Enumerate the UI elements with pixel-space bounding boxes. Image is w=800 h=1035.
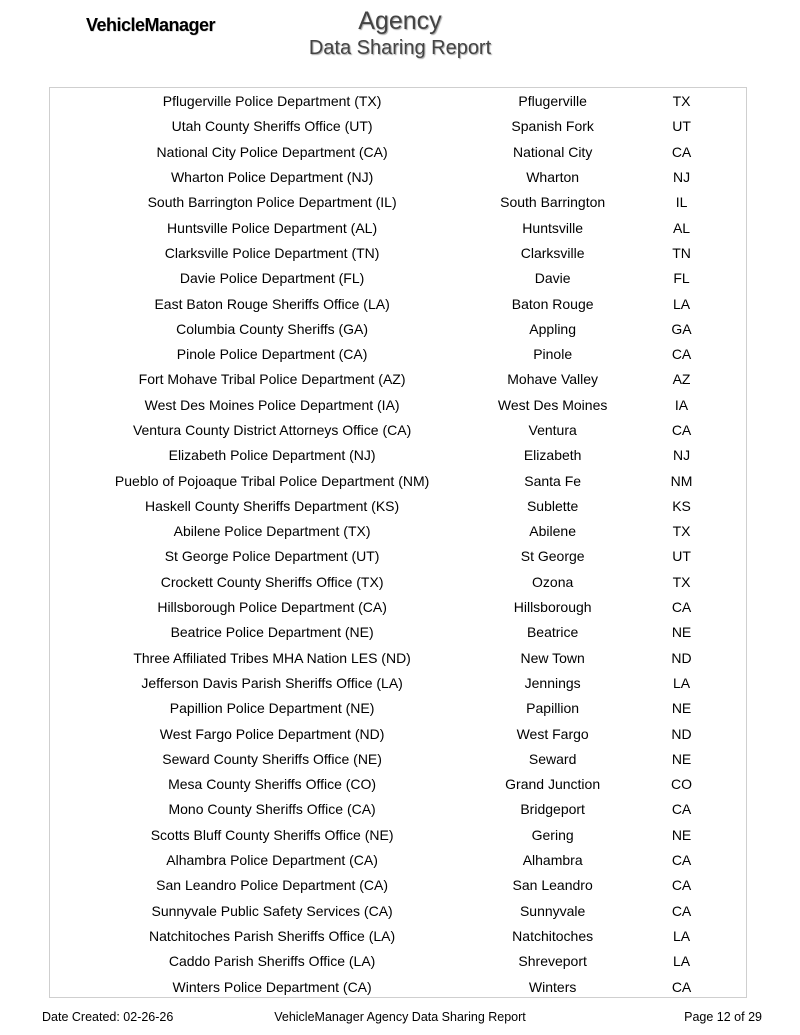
table-row	[50, 392, 746, 417]
city-cell: Alhambra	[522, 852, 583, 869]
city-cell: Elizabeth	[523, 447, 582, 464]
city-cell: San Leandro	[512, 877, 593, 894]
table-row	[50, 822, 746, 847]
agency-table	[49, 87, 747, 998]
agency-name-cell: Elizabeth Police Department (NJ)	[168, 447, 376, 464]
agency-name-cell: Davie Police Department (FL)	[179, 270, 365, 287]
table-row	[50, 341, 746, 366]
city-cell: Huntsville	[522, 219, 583, 236]
agency-name-cell: Beatrice Police Department (NE)	[170, 624, 374, 641]
agency-name-cell: Clarksville Police Department (TN)	[164, 244, 380, 261]
city-cell: New Town	[520, 649, 585, 666]
table-row	[50, 949, 746, 974]
table-row	[50, 266, 746, 291]
agency-name-cell: Utah County Sheriffs Office (UT)	[171, 118, 373, 135]
state-cell: TX	[672, 573, 691, 590]
table-row	[50, 164, 746, 189]
state-cell: TX	[672, 523, 691, 540]
state-cell: LA	[672, 295, 691, 312]
table-row	[50, 240, 746, 265]
state-cell: CO	[671, 776, 693, 793]
table-row	[50, 923, 746, 948]
agency-name-cell: Haskell County Sheriffs Department (KS)	[145, 497, 400, 514]
agency-name-cell: Huntsville Police Department (AL)	[167, 219, 378, 236]
city-cell: Mohave Valley	[507, 371, 599, 388]
agency-name-cell: West Fargo Police Department (ND)	[159, 725, 385, 742]
table-row	[50, 493, 746, 518]
table-row	[50, 468, 746, 493]
state-cell: NJ	[672, 447, 691, 464]
state-cell: IL	[675, 194, 688, 211]
footer-report-name: VehicleManager Agency Data Sharing Report	[274, 1010, 526, 1024]
state-cell: NE	[671, 624, 692, 641]
table-row	[50, 620, 746, 645]
state-cell: ND	[671, 649, 692, 666]
table-row	[50, 544, 746, 569]
state-cell: NJ	[672, 169, 691, 186]
city-cell: St George	[520, 548, 585, 565]
state-cell: CA	[671, 143, 692, 160]
state-cell: CA	[671, 852, 692, 869]
agency-name-cell: Pflugerville Police Department (TX)	[162, 93, 382, 110]
city-cell: Abilene	[529, 523, 576, 540]
state-cell: NM	[670, 472, 693, 489]
city-cell: Hillsborough	[513, 599, 592, 616]
table-row	[50, 594, 746, 619]
state-cell: NE	[671, 826, 692, 843]
agency-name-cell: Caddo Parish Sheriffs Office (LA)	[168, 953, 376, 970]
agency-table-body	[50, 89, 746, 1000]
state-cell: NE	[671, 750, 692, 767]
agency-name-cell: East Baton Rouge Sheriffs Office (LA)	[154, 295, 390, 312]
city-cell: Seward	[528, 750, 577, 767]
report-title	[250, 6, 550, 60]
city-cell: National City	[512, 143, 593, 160]
state-cell: TX	[672, 93, 691, 110]
agency-name-cell: Sunnyvale Public Safety Services (CA)	[151, 902, 393, 919]
table-row	[50, 190, 746, 215]
table-row	[50, 847, 746, 872]
state-cell: KS	[672, 497, 691, 514]
agency-name-cell: Crockett County Sheriffs Office (TX)	[160, 573, 384, 590]
city-cell: Santa Fe	[524, 472, 582, 489]
table-row	[50, 746, 746, 771]
state-cell: CA	[671, 801, 692, 818]
city-cell: Natchitoches	[512, 927, 594, 944]
table-row	[50, 670, 746, 695]
city-cell: Sublette	[526, 497, 579, 514]
table-row	[50, 114, 746, 139]
table-row	[50, 417, 746, 442]
city-cell: Shreveport	[518, 953, 587, 970]
table-row	[50, 569, 746, 594]
agency-name-cell: Abilene Police Department (TX)	[173, 523, 371, 540]
city-cell: Grand Junction	[505, 776, 601, 793]
table-row	[50, 974, 746, 999]
state-cell: ND	[671, 725, 692, 742]
city-cell: Spanish Fork	[511, 118, 594, 135]
agency-name-cell: Alhambra Police Department (CA)	[166, 852, 378, 869]
agency-name-cell: National City Police Department (CA)	[156, 143, 388, 160]
state-cell: LA	[672, 953, 691, 970]
table-row	[50, 696, 746, 721]
table-row	[50, 139, 746, 164]
city-cell: Beatrice	[526, 624, 579, 641]
table-row	[50, 898, 746, 923]
agency-name-cell: Mono County Sheriffs Office (CA)	[168, 801, 376, 818]
city-cell: Davie	[534, 270, 571, 287]
city-cell: Papillion	[526, 700, 580, 717]
table-row	[50, 316, 746, 341]
table-row	[50, 519, 746, 544]
footer-page-number: Page 12 of 29	[684, 1010, 762, 1024]
state-cell: CA	[671, 877, 692, 894]
table-row	[50, 721, 746, 746]
city-cell: Ozona	[532, 573, 574, 590]
city-cell: West Des Moines	[497, 396, 608, 413]
state-cell: LA	[672, 927, 691, 944]
city-cell: Appling	[529, 320, 576, 337]
state-cell: LA	[672, 674, 691, 691]
state-cell: CA	[671, 599, 692, 616]
agency-name-cell: San Leandro Police Department (CA)	[156, 877, 389, 894]
state-cell: CA	[671, 978, 692, 995]
city-cell: Pflugerville	[518, 93, 587, 110]
state-cell: CA	[671, 422, 692, 438]
table-row	[50, 367, 746, 392]
agency-name-cell: South Barrington Police Department (IL)	[147, 194, 397, 211]
agency-name-cell: Scotts Bluff County Sheriffs Office (NE)	[150, 826, 394, 843]
agency-name-cell: Fort Mohave Tribal Police Department (AZ)	[138, 371, 406, 388]
state-cell: FL	[673, 270, 690, 287]
city-cell: Pinole	[533, 346, 573, 363]
footer-date-created: Date Created: 02-26-26	[42, 1010, 174, 1024]
table-row	[50, 873, 746, 898]
city-cell: Jennings	[524, 674, 581, 691]
state-cell: TN	[672, 244, 691, 261]
report-title-line2: Data Sharing Report	[308, 37, 492, 59]
city-cell: Sunnyvale	[519, 902, 586, 919]
report-title-line1: Agency	[358, 7, 442, 35]
city-cell: Baton Rouge	[511, 295, 594, 312]
table-row	[50, 89, 746, 114]
agency-name-cell: Seward County Sheriffs Office (NE)	[162, 750, 382, 767]
agency-name-cell: Columbia County Sheriffs (GA)	[176, 320, 369, 337]
state-cell: CA	[671, 902, 692, 919]
state-cell: CA	[671, 346, 692, 363]
agency-name-cell: St George Police Department (UT)	[164, 548, 380, 565]
city-cell: Clarksville	[520, 244, 585, 261]
table-row	[50, 797, 746, 822]
table-row	[50, 215, 746, 240]
city-cell: South Barrington	[500, 194, 606, 211]
agency-name-cell: West Des Moines Police Department (IA)	[144, 396, 400, 413]
agency-name-cell: Ventura County District Attorneys Office (CA)	[132, 422, 412, 438]
city-cell: Wharton	[526, 169, 580, 186]
city-cell: West Fargo	[516, 725, 589, 742]
agency-name-cell: Winters Police Department (CA)	[172, 978, 372, 995]
brand-logo-text: VehicleManager	[86, 15, 216, 35]
table-row	[50, 645, 746, 670]
city-cell: Winters	[528, 978, 577, 995]
agency-name-cell: Mesa County Sheriffs Office (CO)	[168, 776, 377, 793]
table-row	[50, 443, 746, 468]
agency-name-cell: Hillsborough Police Department (CA)	[157, 599, 387, 616]
city-cell: Gering	[531, 826, 574, 843]
state-cell: AZ	[672, 371, 691, 388]
state-cell: NE	[671, 700, 692, 717]
city-cell: Ventura	[528, 422, 577, 438]
state-cell: IA	[674, 396, 689, 413]
agency-name-cell: Wharton Police Department (NJ)	[170, 169, 374, 186]
agency-name-cell: Pinole Police Department (CA)	[176, 346, 368, 363]
state-cell: GA	[671, 320, 692, 337]
agency-name-cell: Natchitoches Parish Sheriffs Office (LA)	[149, 927, 396, 944]
table-row	[50, 772, 746, 797]
agency-name-cell: Three Affiliated Tribes MHA Nation LES (ND)	[133, 649, 411, 666]
agency-name-cell: Jefferson Davis Parish Sheriffs Office (LA)	[141, 674, 403, 691]
agency-name-cell: Papillion Police Department (NE)	[169, 700, 375, 717]
state-cell: UT	[672, 118, 691, 135]
table-row	[50, 291, 746, 316]
agency-name-cell: Pueblo of Pojoaque Tribal Police Department (NM)	[114, 472, 430, 489]
city-cell: Bridgeport	[520, 801, 585, 818]
state-cell: UT	[672, 548, 691, 565]
state-cell: AL	[672, 219, 691, 236]
